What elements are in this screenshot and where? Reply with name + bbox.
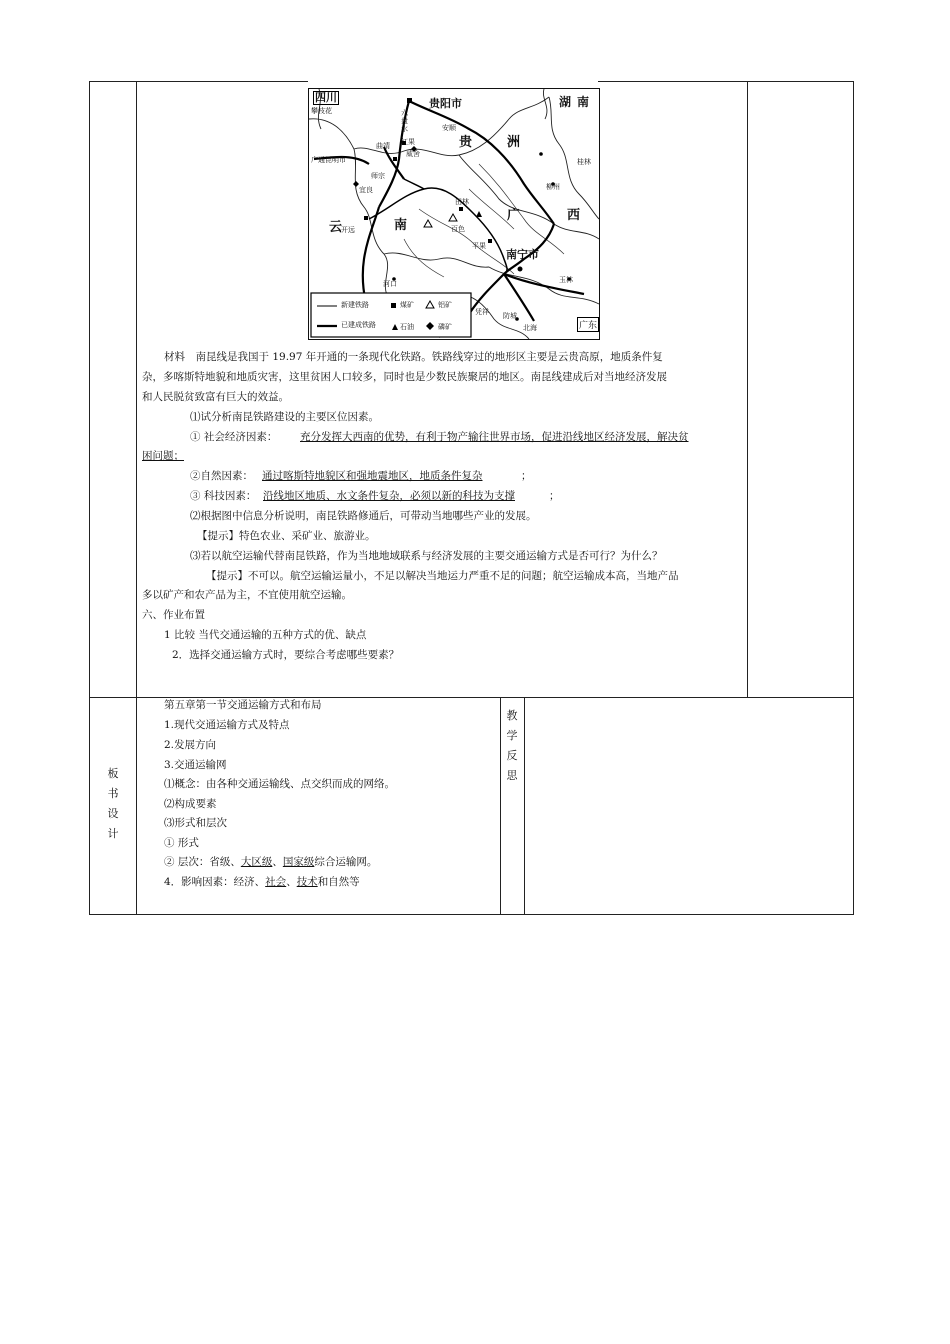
map-label-weishe: 威舍: [406, 150, 420, 158]
map-label-hekou: 河口: [383, 280, 397, 288]
board-line-7: ① 形式: [164, 837, 199, 849]
col-divider-upper-right: [747, 81, 748, 698]
map-label-panzhihua: 攀枝花: [311, 107, 332, 115]
map-label-sichuan: 四川: [315, 91, 337, 104]
question-3-hint: 【提示】不可以。航空运输运量小，不足以解决当地运力严重不足的问题；航空运输成本高，当地产品: [206, 570, 679, 582]
tech-factor-answer: 沿线地区地质、水文条件复杂，必须以新的科技为支撑: [263, 490, 515, 502]
board-label-char-2: 书: [107, 787, 119, 800]
map-label-liupanshui: 六盘水: [401, 109, 408, 133]
nankun-railway-map: [308, 88, 600, 340]
homework-title: 六、作业布置: [142, 609, 205, 621]
map-label-zhou: 洲: [507, 135, 521, 150]
reflection-label-char-3: 反: [506, 749, 518, 762]
board-title: 第五章第一节交通运输方式和布局: [164, 699, 322, 711]
board-line-8-u1: 大区级: [240, 856, 273, 868]
board-line-9-pre: 4．影响因素：经济、: [164, 876, 266, 888]
map-label-guilin: 桂林: [577, 158, 591, 166]
board-line-2: 2.发展方向: [164, 739, 217, 751]
map-label-hongguo: 红果: [401, 138, 415, 146]
reflection-label-char-2: 学: [506, 729, 518, 742]
board-line-9-post: 和自然等: [317, 876, 360, 888]
map-label-pingguo: 平果: [472, 242, 486, 250]
legend-coal: 煤矿: [400, 301, 414, 309]
board-line-9-u1: 社会: [265, 876, 287, 888]
board-line-9: [164, 875, 360, 889]
material-line-2: 杂，多喀斯特地貌和地质灾害，这里贫困人口较多，同时也是少数民族聚居的地区。南昆线建成后对当地经济发展: [142, 371, 667, 383]
map-label-tianlin: 田林: [455, 198, 469, 206]
map-label-gui: 贵: [459, 135, 473, 150]
col-divider-1: [136, 81, 137, 915]
board-line-8-mid: 、: [272, 856, 283, 868]
natural-factor-label: ②自然因素：: [190, 470, 253, 482]
map-label-pingxiang: 凭祥: [475, 308, 489, 316]
question-3-hint-cont: 多以矿产和农产品为主，不宜使用航空运输。: [142, 589, 352, 601]
map-label-kaiyuan: 开远: [341, 226, 355, 234]
board-line-6: ⑶形式和层次: [164, 817, 227, 829]
natural-factor-answer: 通过喀斯特地貌区和强地震地区，地质条件复杂: [262, 470, 483, 482]
map-label-guiyang: 贵阳市: [429, 97, 462, 110]
question-3: ⑶若以航空运输代替南昆铁路，作为当地地域联系与经济发展的主要交通运输方式是否可行？为什么？: [190, 550, 663, 562]
board-line-9-u2: 技术: [296, 876, 318, 888]
table-left-border: [89, 81, 90, 915]
board-line-8-post: 综合运输网。: [314, 856, 378, 868]
map-label-nanning: 南宁市: [506, 248, 539, 261]
legend-new-railway: 新建铁路: [341, 301, 369, 309]
map-label-liuzhou: 柳州: [546, 183, 560, 191]
board-label-char-1: 板: [107, 767, 119, 780]
board-line-4: ⑴概念：由各种交通运输线、点交织而成的网络。: [164, 778, 395, 790]
question-1: ⑴试分析南昆铁路建设的主要区位因素。: [190, 411, 379, 423]
material-line-3: 和人民脱贫致富有巨大的效益。: [142, 391, 289, 403]
map-label-guangdong: 广东: [577, 317, 599, 332]
map-label-yulin: 玉林: [559, 276, 573, 284]
legend-oil: 石油: [400, 323, 414, 331]
board-label-char-3: 设: [107, 807, 119, 820]
homework-item-1: 1 比较 当代交通运输的五种方式的优、缺点: [164, 629, 367, 641]
map-label-anshun: 安顺: [442, 124, 456, 132]
table-bottom-border: [89, 914, 854, 915]
reflection-label-char-1: 教: [506, 709, 518, 722]
board-line-9-mid: 、: [286, 876, 297, 888]
map-label-shizong: 师宗: [371, 172, 385, 180]
tech-factor-end: ；: [549, 490, 560, 502]
map-label-yiliang: 宜良: [359, 186, 373, 194]
natural-factor-end: ；: [521, 470, 532, 482]
map-label-guitong-kunming: 广通昆明市: [311, 156, 346, 164]
map-label-fangcheng: 防城: [503, 312, 517, 320]
social-factor-answer-cont: 困问题；: [142, 450, 184, 462]
reflection-label-char-4: 思: [506, 769, 518, 782]
material-line-1: 材料 南昆线是我国于 19.97 年开通的一条现代化铁路。铁路线穿过的地形区主要是云贵高原，地质条件复: [164, 351, 663, 363]
board-label-char-4: 计: [107, 827, 119, 840]
question-2-hint: 【提示】特色农业、采矿业、旅游业。: [197, 530, 376, 542]
board-line-8: [164, 855, 377, 869]
table-top-border-left: [89, 81, 308, 82]
board-line-3: 3.交通运输网: [164, 759, 227, 771]
board-line-8-pre: ② 层次：省级、: [164, 856, 241, 868]
board-line-1: 1.现代交通运输方式及特点: [164, 719, 290, 731]
col-divider-lower-mid2: [524, 697, 525, 915]
map-label-hunan: 湖南: [559, 95, 596, 109]
table-top-border-right: [598, 81, 854, 82]
map-label-beihai: 北海: [523, 324, 537, 332]
board-line-8-u2: 国家级: [282, 856, 315, 868]
map-label-baise: 百色: [451, 225, 465, 233]
map-label-qujing: 曲靖: [376, 142, 390, 150]
legend-built-railway: 已建成铁路: [341, 321, 376, 329]
table-right-border: [853, 81, 854, 915]
social-factor-answer: 充分发挥大西南的优势，有利于物产输往世界市场，促进沿线地区经济发展，解决贫: [300, 431, 689, 443]
legend-aluminum: 铝矿: [438, 301, 452, 309]
map-label-guang: 广: [507, 208, 521, 223]
map-label-xi: 西: [567, 208, 581, 223]
board-line-5: ⑵构成要素: [164, 798, 217, 810]
col-divider-lower-mid: [500, 697, 501, 915]
legend-phosphate: 磷矿: [438, 323, 452, 331]
question-2: ⑵根据图中信息分析说明，南昆铁路修通后，可带动当地哪些产业的发展。: [190, 510, 537, 522]
homework-item-2: 2．选择交通运输方式时，要综合考虑哪些要素？: [172, 649, 400, 661]
social-factor-label: ① 社会经济因素：: [190, 431, 278, 443]
map-label-yun: 云: [329, 220, 343, 235]
tech-factor-label: ③ 科技因素：: [190, 490, 257, 502]
map-label-nan: 南: [394, 218, 408, 233]
